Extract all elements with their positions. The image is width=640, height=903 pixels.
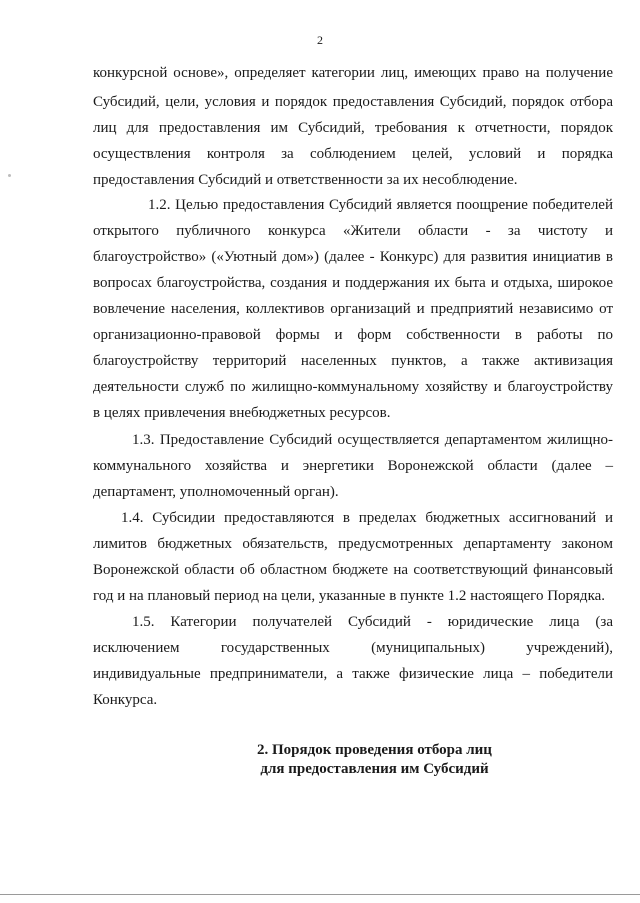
text-line: департамент, уполномоченный орган).: [93, 484, 339, 500]
text-line: открытого публичного конкурса «Жители области - за чистоту и: [93, 223, 613, 239]
text-line: вовлечение населения, коллективов организаций и предприятий независимо от: [93, 301, 613, 317]
text-line: предоставления Субсидий и ответственности за их несоблюдение.: [93, 172, 518, 188]
bottom-rule: [0, 894, 640, 895]
text-line: исключением государственных (муниципальных) учреждений),: [93, 640, 613, 656]
text-line: 1.5. Категории получателей Субсидий - юридические лица (за: [132, 614, 613, 630]
text-line: вопросах благоустройства, создания и поддержания их быта и отдыха, широкое: [93, 275, 613, 291]
text-line: 1.4. Субсидии предоставляются в пределах бюджетных ассигнований и: [121, 510, 613, 526]
text-line: год и на плановый период на цели, указанные в пункте 1.2 настоящего Порядка.: [93, 588, 606, 604]
text-line: коммунального хозяйства и энергетики Воронежской области (далее –: [93, 458, 613, 474]
text-line: 1.2. Целью предоставления Субсидий является поощрение победителей: [148, 197, 613, 213]
text-line: благоустройство» («Уютный дом») (далее - Конкурс) для развития инициатив в: [93, 249, 613, 265]
text-line: Субсидий, цели, условия и порядок предоставления Субсидий, порядок отбора: [93, 94, 613, 110]
section-heading-line-1: 2. Порядок проведения отбора лиц: [257, 742, 492, 758]
text-line: деятельности служб по жилищно-коммунальному хозяйству и благоустройству: [93, 379, 613, 395]
text-line: 1.3. Предоставление Субсидий осуществляется департаментом жилищно-: [132, 432, 613, 448]
text-line: лимитов бюджетных обязательств, предусмотренных департаменту законом: [93, 536, 613, 552]
text-line: осуществления контроля за соблюдением целей, условий и порядка: [93, 146, 613, 162]
scan-artifact: [8, 174, 11, 177]
page-number: 2: [317, 33, 323, 47]
text-line: организационно-правовой формы и форм собственности в работы по: [93, 327, 613, 343]
section-heading-line-2: для предоставления им Субсидий: [260, 761, 489, 777]
text-line: лиц для предоставления им Субсидий, требования к отчетности, порядок: [93, 120, 613, 136]
text-line: конкурсной основе», определяет категории лиц, имеющих право на получение: [93, 65, 613, 81]
text-line: Воронежской области об областном бюджете на соответствующий финансовый: [93, 562, 613, 578]
text-line: индивидуальные предприниматели, а также физические лица – победители: [93, 666, 613, 682]
text-line: благоустройству территорий населенных пунктов, а также активизация: [93, 353, 613, 369]
text-line: в целях привлечения внебюджетных ресурсов.: [93, 405, 391, 421]
text-line: Конкурса.: [93, 692, 158, 708]
